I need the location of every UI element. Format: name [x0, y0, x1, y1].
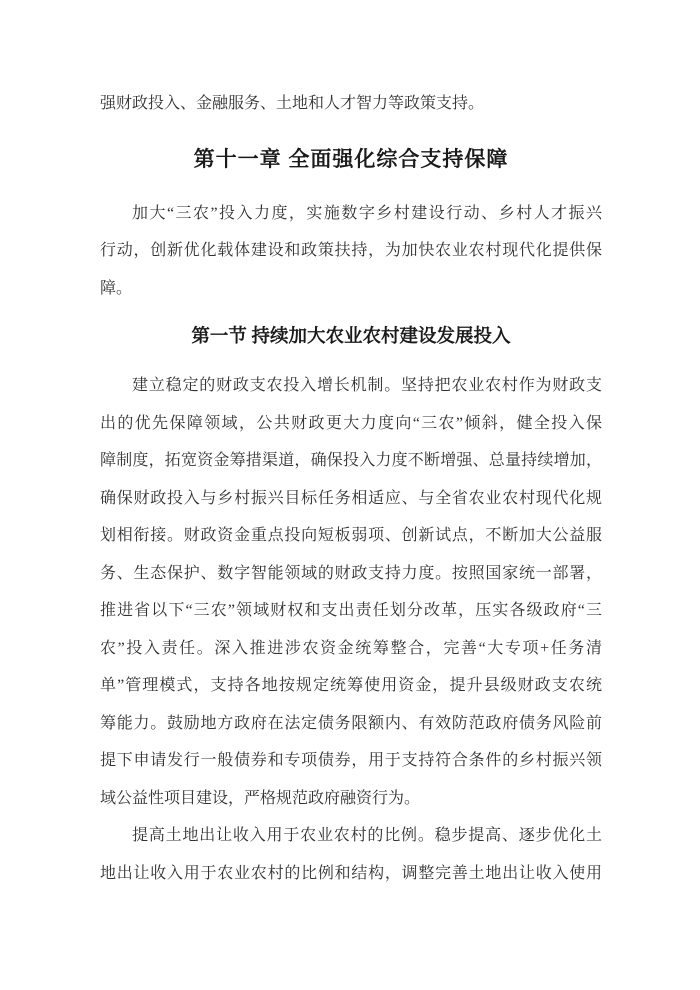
text-line: 障制度，拓宽资金筹措渠道，确保投入力度不断增强、总量持续增加， [100, 452, 602, 469]
text-line: 加大“三农”投入力度，实施数字乡村建设行动、乡村人才振兴 [132, 204, 602, 222]
text-line: 出的优先保障领域，公共财政更大力度向“三农”倾斜，健全投入保 [100, 414, 602, 432]
text-line: 农”投入责任。深入推进涉农资金统筹整合，完善“大专项+任务清 [100, 639, 602, 657]
text-line: 确保财政投入与乡村振兴目标任务相适应、与全省农业农村现代化规 [100, 489, 602, 507]
text-line: 提下申请发行一般债券和专项债券，用于支持符合条件的乡村振兴领 [100, 752, 602, 769]
body-paragraph-land-revenue [100, 817, 602, 892]
text-line: 划相衔接。财政资金重点投向短板弱项、创新试点，不断加大公益服 [100, 527, 602, 544]
text-line: 建立稳定的财政支农投入增长机制。坚持把农业农村作为财政支 [132, 377, 602, 394]
text-line: 提高土地出让收入用于农业农村的比例。稳步提高、逐步优化土 [132, 827, 602, 844]
chapter-heading: 第十一章 全面强化综合支持保障 [193, 147, 509, 171]
chapter-intro-paragraph [100, 195, 602, 308]
text-line: 单”管理模式，支持各地按规定统筹使用资金，提升县级财政支农统 [100, 677, 602, 694]
body-paragraph-fiscal-input [100, 367, 602, 817]
section-heading: 第一节 持续加大农业农村建设发展投入 [191, 327, 511, 347]
text-line: 务、生态保护、数字智能领域的财政支持力度。按照国家统一部署， [100, 564, 602, 582]
text-line: 域公益性项目建设，严格规范政府融资行为。 [100, 789, 421, 807]
text-line: 行动，创新优化载体建设和政策扶持，为加快农业农村现代化提供保 [100, 242, 602, 259]
text-line: 地出让收入用于农业农村的比例和结构，调整完善土地出让收入使用 [100, 864, 602, 882]
text-line: 推进省以下“三农”领域财权和支出责任划分改革，压实各级政府“三 [100, 602, 602, 619]
text-line: 强财政投入、金融服务、土地和人才智力等政策支持。 [100, 95, 485, 112]
text-line: 障。 [100, 279, 133, 297]
leading-paragraph-fragment [100, 85, 602, 123]
text-line: 筹能力。鼓励地方政府在法定债务限额内、有效防范政府债务风险前 [100, 714, 602, 732]
